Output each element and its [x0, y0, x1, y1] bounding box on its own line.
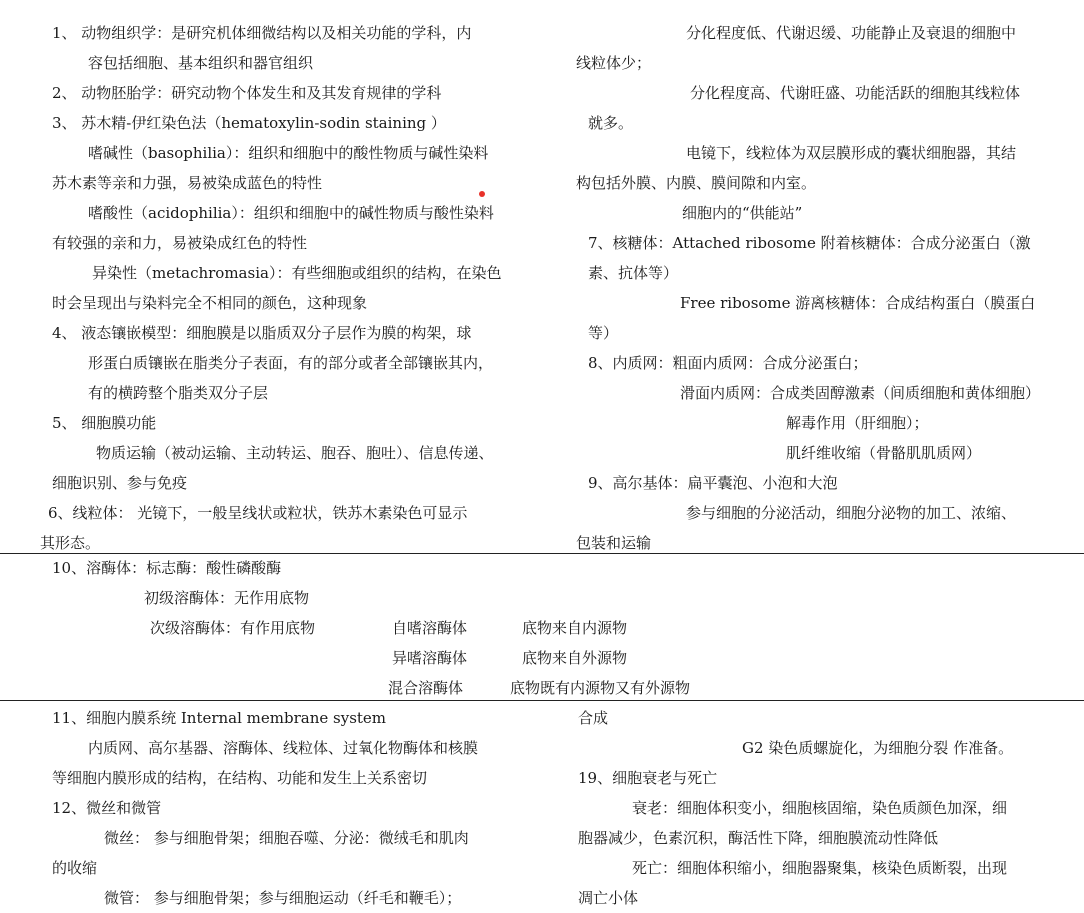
text-line: 细胞内的“供能站”: [682, 204, 803, 222]
text-line: 容包括细胞、基本组织和器官组织: [88, 54, 314, 72]
text-line: 包装和运输: [576, 534, 652, 552]
text-line: 异染性（metachromasia）：有些细胞或组织的结构，在染色: [92, 264, 502, 282]
text-line: 其形态。: [40, 534, 101, 552]
text-line: 的收缩: [52, 859, 98, 877]
text-line: 电镜下，线粒体为双层膜形成的囊状细胞器，其结: [686, 144, 1017, 162]
text-line: 6、线粒体： 光镜下，一般呈线状或粒状，铁苏木素染色可显示: [48, 504, 468, 522]
text-line: 分化程度低、代谢迟缓、功能静止及衰退的细胞中: [686, 24, 1017, 42]
text-line: 等）: [588, 324, 619, 342]
text-line: 解毒作用（肝细胞）；: [786, 414, 929, 432]
text-line: 11、细胞内膜系统 Internal membrane system: [52, 709, 387, 727]
text-line: 合成: [578, 709, 609, 727]
text-line: 素、抗体等）: [588, 264, 679, 282]
text-line: 3、 苏木精-伊红染色法（hematoxylin-sodin staining ）: [52, 114, 446, 132]
text-line: 分化程度高、代谢旺盛、功能活跃的细胞其线粒体: [690, 84, 1021, 102]
text-line: 7、核糖体：Attached ribosome 附着核糖体：合成分泌蛋白（激: [588, 234, 1031, 252]
text-line: 等细胞内膜形成的结构，在结构、功能和发生上关系密切: [52, 769, 428, 787]
text-line: 初级溶酶体：无作用底物: [144, 589, 310, 607]
text-line: 底物既有内源物又有外源物: [510, 679, 691, 697]
text-line: 就多。: [588, 114, 634, 132]
text-line: 8、内质网：粗面内质网：合成分泌蛋白；: [588, 354, 868, 372]
text-line: 9、高尔基体：扁平囊泡、小泡和大泡: [588, 474, 838, 492]
text-line: 肌纤维收缩（骨骼肌肌质网）: [786, 444, 982, 462]
text-line: 参与细胞的分泌活动，细胞分泌物的加工、浓缩、: [686, 504, 1017, 522]
text-line: 底物来自内源物: [522, 619, 628, 637]
text-line: 线粒体少；: [576, 54, 652, 72]
section-divider: [0, 700, 1084, 701]
text-line: 嗜碱性（basophilia）：组织和细胞中的酸性物质与碱性染料: [88, 144, 489, 162]
text-line: 19、细胞衰老与死亡: [578, 769, 718, 787]
text-line: 微丝： 参与细胞骨架；细胞吞噬、分泌：微绒毛和肌肉: [104, 829, 469, 847]
text-line: 4、 液态镶嵌模型：细胞膜是以脂质双分子层作为膜的构架，球: [52, 324, 472, 342]
text-line: 凋亡小体: [578, 889, 639, 907]
text-line: 时会呈现出与染料完全不相同的颜色，这种现象: [52, 294, 368, 312]
text-line: 嗜酸性（acidophilia）：组织和细胞中的碱性物质与酸性染料: [88, 204, 494, 222]
text-line: 死亡：细胞体积缩小，细胞器聚集，核染色质断裂，出现: [632, 859, 1008, 877]
text-line: 12、微丝和微管: [52, 799, 162, 817]
text-line: 胞器减少，色素沉积，酶活性下降，细胞膜流动性降低: [578, 829, 939, 847]
text-line: 有的横跨整个脂类双分子层: [88, 384, 269, 402]
text-line: 10、溶酶体：标志酶：酸性磷酸酶: [52, 559, 282, 577]
text-line: 1、 动物组织学：是研究机体细微结构以及相关功能的学科，内: [52, 24, 472, 42]
text-line: 有较强的亲和力，易被染成红色的特性: [52, 234, 308, 252]
text-line: 5、 细胞膜功能: [52, 414, 157, 432]
text-line: 构包括外膜、内膜、膜间隙和内室。: [576, 174, 817, 192]
text-line: 细胞识别、参与免疫: [52, 474, 188, 492]
text-line: G2 染色质螺旋化，为细胞分裂 作准备。: [742, 739, 1014, 757]
text-line: 混合溶酶体: [388, 679, 464, 697]
text-line: 衰老：细胞体积变小，细胞核固缩，染色质颜色加深，细: [632, 799, 1008, 817]
text-line: 异嗜溶酶体: [392, 649, 468, 667]
text-line: 底物来自外源物: [522, 649, 628, 667]
text-line: 微管： 参与细胞骨架；参与细胞运动（纤毛和鞭毛）；: [104, 889, 462, 907]
red-dot: [479, 191, 485, 197]
text-line: 物质运输（被动运输、主动转运、胞吞、胞吐）、信息传递、: [96, 444, 494, 462]
text-line: 次级溶酶体：有作用底物: [150, 619, 316, 637]
text-line: 苏木素等亲和力强，易被染成蓝色的特性: [52, 174, 323, 192]
text-line: 内质网、高尔基器、溶酶体、线粒体、过氧化物酶体和核膜: [88, 739, 479, 757]
text-line: 形蛋白质镶嵌在脂类分子表面，有的部分或者全部镶嵌其内，: [88, 354, 494, 372]
text-line: 滑面内质网：合成类固醇激素（间质细胞和黄体细胞）: [680, 384, 1041, 402]
text-line: 自嗜溶酶体: [392, 619, 468, 637]
text-line: 2、 动物胚胎学：研究动物个体发生和及其发育规律的学科: [52, 84, 442, 102]
text-line: Free ribosome 游离核糖体：合成结构蛋白（膜蛋白: [680, 294, 1036, 312]
